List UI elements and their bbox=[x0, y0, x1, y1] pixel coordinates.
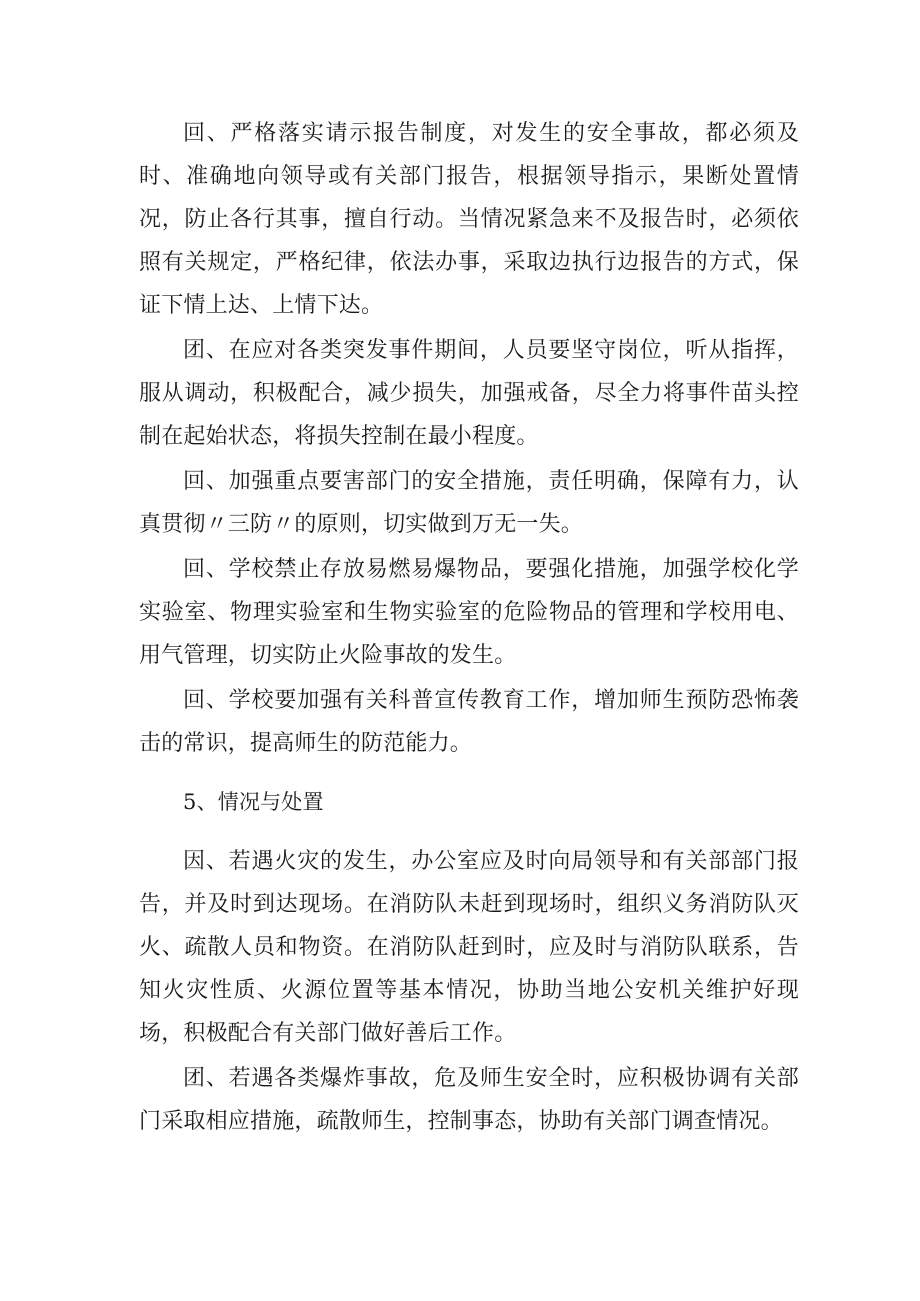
paragraph-fire-response: 因、若遇火灾的发生，办公室应及时向局领导和有关部部门报告，并及时到达现场。在消防队未赶到现场时，组织义务消防队灭火、疏散人员和物资。在消防队赶到时，应及时与消防队联系，告知火灾性质、火源位置等基本情况，协助当地公安机关维护好现场，积极配合有关部门做好善后工作。 bbox=[139, 849, 799, 1046]
paragraph-explosion-response: 团、若遇各类爆炸事故，危及师生安全时，应积极协调有关部门采取相应措施，疏散师生，控制事态，协助有关部门调查情况。 bbox=[139, 1066, 799, 1134]
paragraph-education: 回、学校要加强有关科普宣传教育工作，增加师生预防恐怖袭击的常识，提高师生的防范能力。 bbox=[139, 688, 799, 756]
paragraph-report-system: 回、严格落实请示报告制度，对发生的安全事故，都必须及时、准确地向领导或有关部门报告，根据领导指示，果断处置情况，防止各行其事，擅自行动。当情况紧急来不及报告时，必须依照有关规定，严格纪律，依法办事，采取边执行边报告的方式，保证下情上达、上情下达。 bbox=[139, 121, 799, 318]
section-heading: 5、情况与处置 bbox=[183, 790, 324, 814]
paragraph-emergency-duty: 团、在应对各类突发事件期间，人员要坚守岗位，听从指挥，服从调动，积极配合，减少损失，加强戒备，尽全力将事件苗头控制在起始状态，将损失控制在最小程度。 bbox=[139, 338, 799, 449]
document-body bbox=[139, 112, 799, 1145]
paragraph-hazardous-materials: 回、学校禁止存放易燃易爆物品，要强化措施，加强学校化学实验室、物理实验室和生物实验室的危险物品的管理和学校用电、用气管理，切实防止火险事故的发生。 bbox=[139, 557, 799, 668]
paragraph-key-departments: 回、加强重点要害部门的安全措施，责任明确，保障有力，认真贯彻〃三防〃的原则，切实做到万无一失。 bbox=[139, 469, 799, 537]
